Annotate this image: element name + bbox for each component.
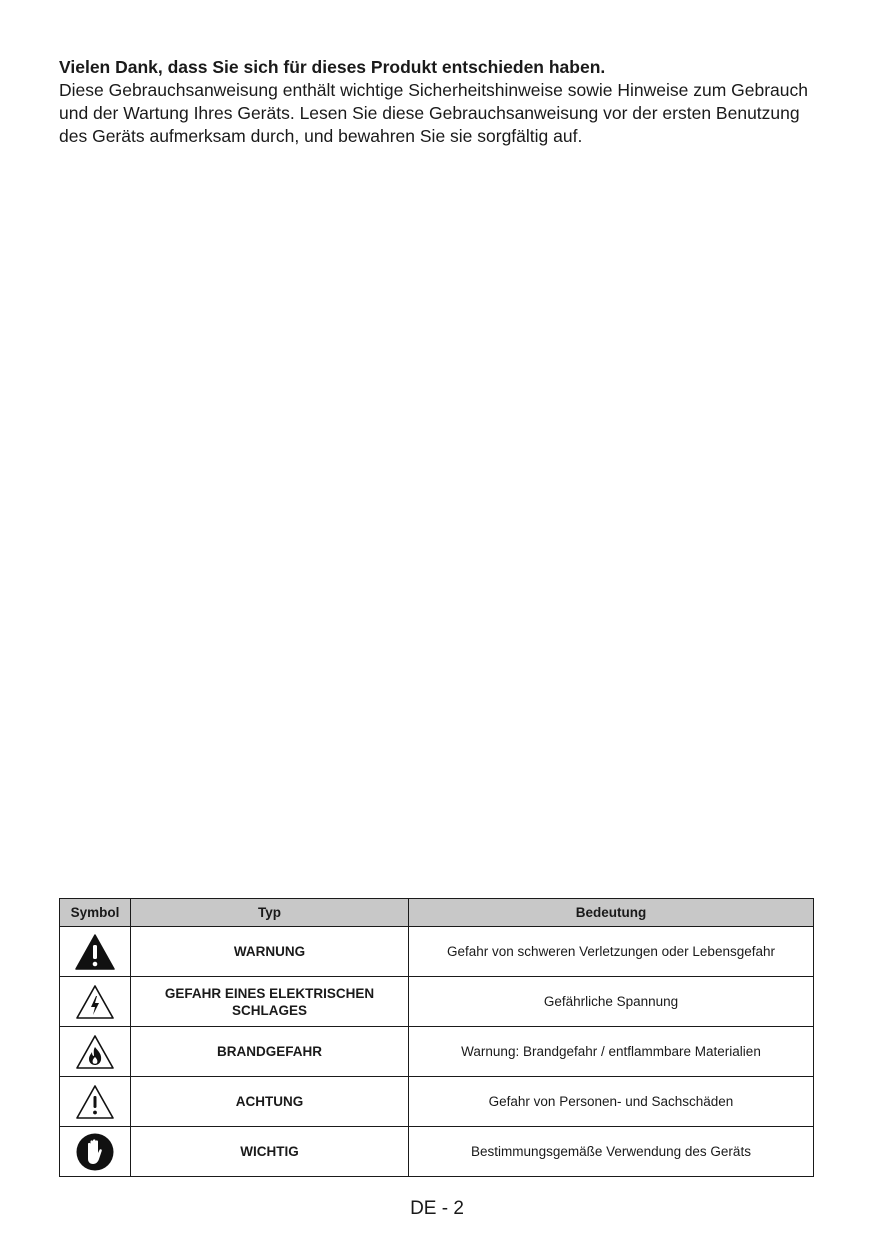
symbol-cell	[60, 1127, 131, 1177]
symbol-cell	[60, 927, 131, 977]
table-row	[60, 1027, 814, 1077]
type-cell: WICHTIG	[131, 1127, 409, 1177]
meaning-cell: Gefahr von Personen- und Sachschäden	[409, 1077, 814, 1127]
intro-title: Vielen Dank, dass Sie sich für dieses Produkt entschieden haben.	[59, 57, 606, 77]
meaning-cell: Bestimmungsgemäße Verwendung des Geräts	[409, 1127, 814, 1177]
symbol-table	[59, 898, 814, 1177]
hand-stop-circle-icon	[75, 1132, 115, 1172]
meaning-cell: Warnung: Brandgefahr / entflammbare Materialien	[409, 1027, 814, 1077]
table-row	[60, 977, 814, 1027]
type-cell: WARNUNG	[131, 927, 409, 977]
warning-filled-triangle-icon	[75, 934, 115, 970]
type-cell: ACHTUNG	[131, 1077, 409, 1127]
meaning-cell: Gefahr von schweren Verletzungen oder Lebensgefahr	[409, 927, 814, 977]
header-type: Typ	[131, 899, 409, 927]
type-cell: BRANDGEFAHR	[131, 1027, 409, 1077]
symbol-cell	[60, 1077, 131, 1127]
type-cell: GEFAHR EINES ELEKTRISCHEN SCHLAGES	[131, 977, 409, 1027]
caution-triangle-icon	[75, 1084, 115, 1120]
table-header-row	[60, 899, 814, 927]
page-number: DE - 2	[410, 1198, 464, 1219]
electric-shock-triangle-icon	[75, 984, 115, 1020]
symbol-cell	[60, 1027, 131, 1077]
header-meaning: Bedeutung	[409, 899, 814, 927]
header-symbol: Symbol	[60, 899, 131, 927]
table-row	[60, 1127, 814, 1177]
intro-section	[59, 56, 819, 148]
fire-triangle-icon	[75, 1034, 115, 1070]
table-row	[60, 1077, 814, 1127]
meaning-cell: Gefährliche Spannung	[409, 977, 814, 1027]
table-row	[60, 927, 814, 977]
symbol-cell	[60, 977, 131, 1027]
intro-text: Diese Gebrauchsanweisung enthält wichtige Sicherheitshinweise sowie Hinweise zum Gebrauch und der Wartung Ihres Geräts. Lesen Sie diese Gebrauchsanweisung vor der ersten Benutzung des Geräts aufmerksam durch, und bewahren Sie sie sorgfältig auf.	[59, 80, 808, 146]
